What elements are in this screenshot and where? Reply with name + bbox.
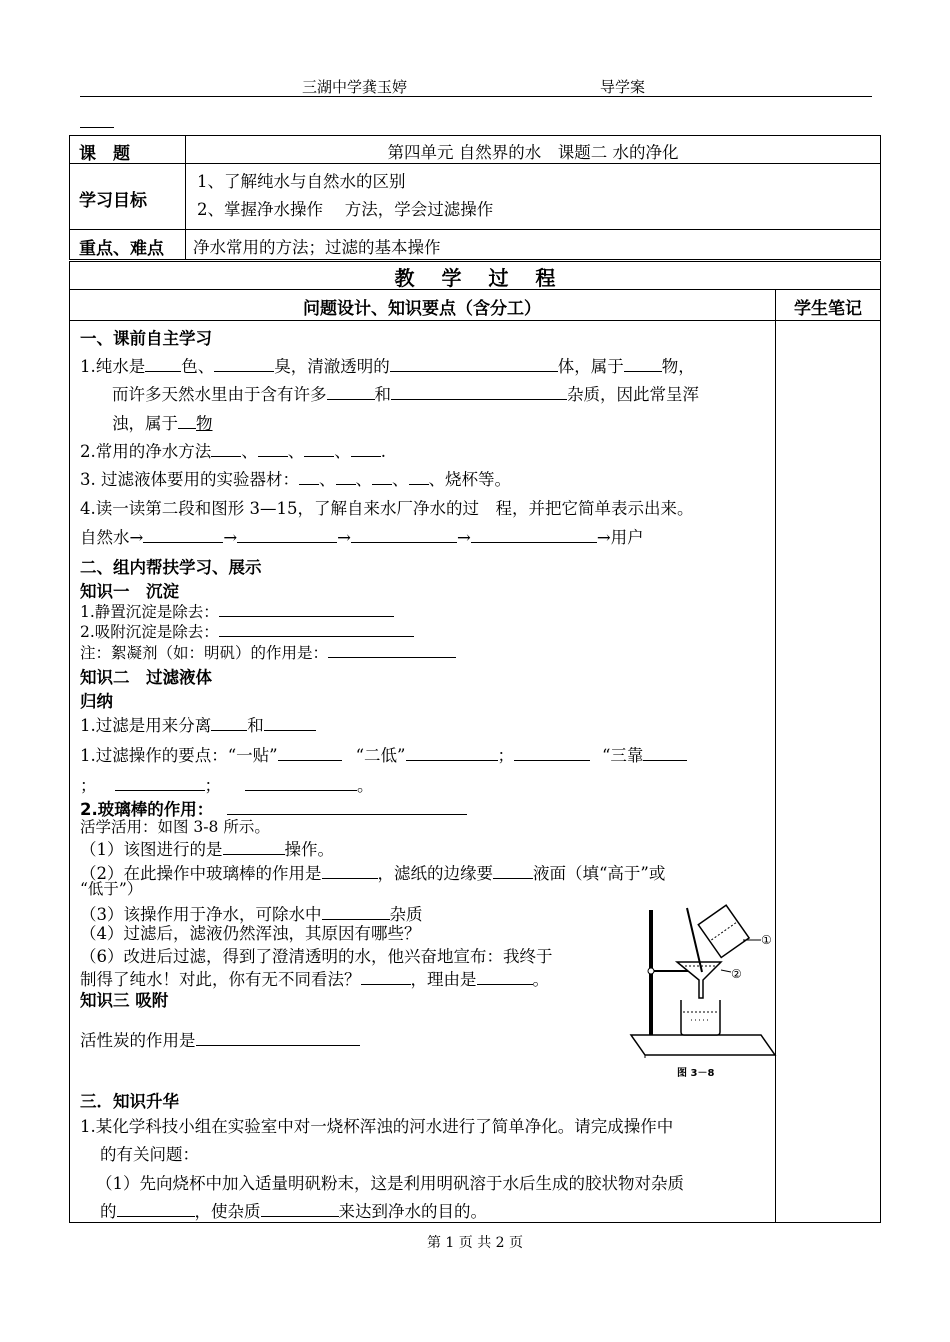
filtration-figure (625, 900, 785, 1080)
knowledge-3-title: 知识三 吸附 (80, 991, 169, 1010)
sec1-q2: 2.常用的净水方法 、 、 、 . (80, 442, 386, 461)
sec3-p2: （1）先向烧杯中加入适量明矾粉末，这是利用明矾溶于水后生成的胶状物对杂质 (96, 1174, 684, 1193)
key-label: 重点、难点 (79, 239, 164, 259)
goals-label: 学习目标 (79, 191, 147, 211)
goal-1: 1、了解纯水与自然水的区别 (197, 172, 406, 191)
k2-q2: 1.过滤操作的要点：“一贴” “二低” ； “三靠 (80, 742, 687, 766)
figure-label-1: ① (761, 933, 772, 947)
sec1-q4: 4.读一读第二段和图形 3—15，了解自来水厂净水的过 程，并把它简单表示出来。 (80, 499, 694, 518)
sec1-title: 一、课前自主学习 (80, 329, 212, 348)
topic-value: 第四单元 自然界的水 课题二 水的净化 (387, 143, 679, 162)
sec1-flow: 自然水→ → → → →用户 (80, 528, 644, 547)
info-table (69, 135, 881, 260)
apply-intro: 活学活用：如图 3-8 所示。 (80, 818, 270, 836)
sec3-title: 三．知识升华 (80, 1092, 179, 1111)
header-rule (80, 96, 872, 97)
knowledge-2-title: 知识二 过滤液体 (80, 668, 212, 687)
goal-2: 2、掌握净水操作 方法，学会过滤操作 (197, 200, 494, 219)
figure-caption: 图 3－8 (677, 1068, 715, 1079)
k3-question: 活性炭的作用是 (80, 1027, 360, 1051)
process-title: 教 学 过 程 (394, 266, 556, 290)
sec3-p1-line2: 的有关问题： (100, 1145, 199, 1164)
k1-note: 注：絮凝剂（如：明矾）的作用是： (80, 641, 456, 663)
k2-q1: 1.过滤是用来分离 和 (80, 712, 316, 736)
figure-label-2: ② (731, 967, 742, 981)
apply-q6: （6）改进后过滤，得到了澄清透明的水，他兴奋地宣布：我终于 (80, 947, 553, 966)
apply-q2: （2）在此操作中玻璃棒的作用是 ，滤纸的边缘要 液面（填“高于”或 (80, 864, 666, 883)
k2-q2-line2: ； ； 。 (80, 776, 374, 795)
col-notes-header: 学生笔记 (794, 299, 862, 319)
apply-q1: （1）该图进行的是 操作。 (80, 840, 334, 859)
glass-rod-question: 2.玻璃棒的作用： (80, 796, 467, 820)
apply-q3: （3）该操作用于净水，可除水中 杂质 (80, 905, 423, 924)
knowledge-1-title: 知识一 沉淀 (80, 582, 179, 601)
sec2-title: 二、组内帮扶学习、展示 (80, 558, 262, 577)
sec1-q1-line3: 浊，属于 物 (112, 414, 213, 433)
key-value: 净水常用的方法；过滤的基本操作 (193, 238, 441, 257)
page-footer: 第 1 页 共 2 页 (426, 1235, 524, 1251)
header-doc-type: 导学案 (600, 78, 646, 96)
k1-q1: 1.静置沉淀是除去： (80, 600, 394, 622)
header-short-rule (80, 127, 114, 128)
sec1-q1: 1.纯水是 色、 臭，清澈透明的 体，属于 物， (80, 357, 695, 376)
apply-q2-line2: “低于”） (80, 880, 143, 898)
k1-q2: 2.吸附沉淀是除去： (80, 620, 414, 642)
sec1-q3: 3. 过滤液体要用的实验器材： 、 、 、 、烧杯等。 (80, 470, 511, 489)
sec3-p1: 1.某化学科技小组在实验室中对一烧杯浑浊的河水进行了简单净化。请完成操作中 (80, 1117, 674, 1136)
sec3-p2-line2: 的 ，使杂质 来达到净水的目的。 (100, 1202, 487, 1221)
header-school: 三湖中学龚玉婷 (302, 78, 408, 96)
apply-q4: （4）过滤后，滤液仍然浑浊，其原因有哪些？ (80, 924, 421, 943)
k2-summary: 归纳 (80, 692, 113, 711)
sec1-q1-line2: 而许多天然水里由于含有许多 和 杂质，因此常呈浑 (112, 385, 699, 404)
apply-q6-line2: 制得了纯水！对此，你有无不同看法？ ，理由是 。 (80, 970, 549, 989)
col-main-header: 问题设计、知识要点（含分工） (303, 299, 541, 319)
topic-label: 课 题 (79, 144, 130, 164)
